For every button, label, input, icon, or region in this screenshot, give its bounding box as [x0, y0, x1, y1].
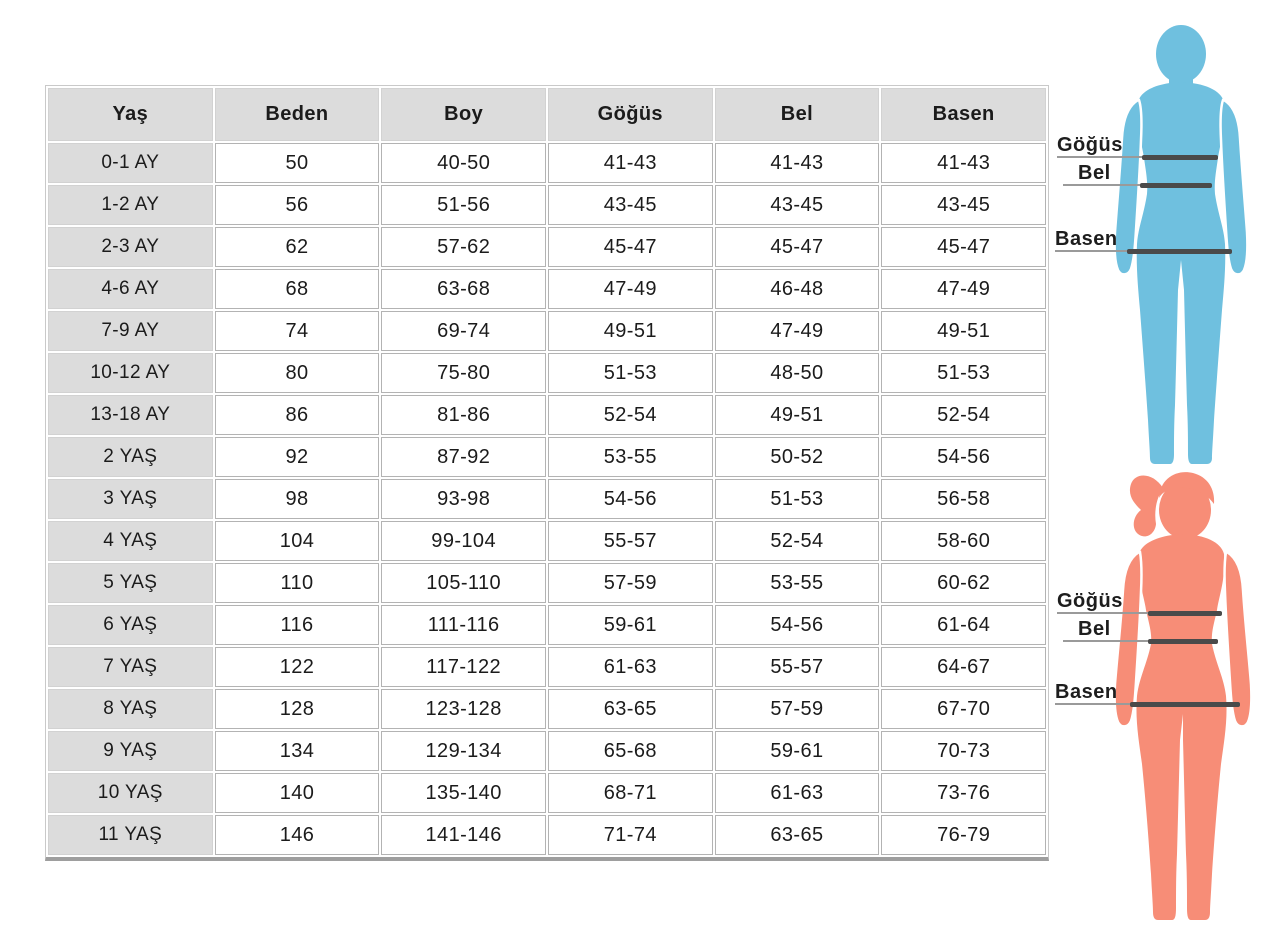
table-cell: 5 YAŞ	[48, 563, 213, 603]
table-cell: 61-63	[548, 647, 713, 687]
table-cell: 46-48	[715, 269, 880, 309]
table-cell: 70-73	[881, 731, 1046, 771]
table-cell: 65-68	[548, 731, 713, 771]
table-cell: 86	[215, 395, 380, 435]
column-header: Yaş	[48, 88, 213, 141]
column-header: Bel	[715, 88, 880, 141]
table-cell: 81-86	[381, 395, 546, 435]
table-cell: 11 YAŞ	[48, 815, 213, 855]
table-row	[48, 563, 1046, 603]
table-body	[48, 143, 1046, 855]
table-cell: 51-53	[548, 353, 713, 393]
table-row	[48, 227, 1046, 267]
table-cell: 67-70	[881, 689, 1046, 729]
table-cell: 52-54	[881, 395, 1046, 435]
table-cell: 45-47	[548, 227, 713, 267]
table-cell: 3 YAŞ	[48, 479, 213, 519]
table-cell: 10 YAŞ	[48, 773, 213, 813]
table-cell: 51-53	[881, 353, 1046, 393]
column-header: Göğüs	[548, 88, 713, 141]
girl-chest-label: Göğüs	[1057, 590, 1123, 612]
table-cell: 51-53	[715, 479, 880, 519]
table-cell: 50	[215, 143, 380, 183]
table-row	[48, 185, 1046, 225]
table-cell: 49-51	[548, 311, 713, 351]
table-cell: 61-63	[715, 773, 880, 813]
table-cell: 128	[215, 689, 380, 729]
girl-chest-measure	[1057, 586, 1222, 614]
table-row	[48, 353, 1046, 393]
table-row	[48, 311, 1046, 351]
table-cell: 6 YAŞ	[48, 605, 213, 645]
table-cell: 41-43	[715, 143, 880, 183]
girl-waist-label: Bel	[1078, 618, 1111, 640]
size-chart-table	[45, 85, 1049, 861]
table-row	[48, 689, 1046, 729]
table-cell: 87-92	[381, 437, 546, 477]
table-cell: 98	[215, 479, 380, 519]
table-cell: 43-45	[715, 185, 880, 225]
table-cell: 41-43	[548, 143, 713, 183]
boy-chest-measure	[1057, 130, 1218, 158]
boy-chest-label: Göğüs	[1057, 134, 1123, 156]
table-cell: 61-64	[881, 605, 1046, 645]
table-cell: 48-50	[715, 353, 880, 393]
table-cell: 73-76	[881, 773, 1046, 813]
girl-hip-measure	[1055, 677, 1240, 705]
table-cell: 55-57	[715, 647, 880, 687]
boy-waist-measure	[1063, 158, 1212, 186]
table-cell: 50-52	[715, 437, 880, 477]
table-header-row	[48, 88, 1046, 141]
table-cell: 9 YAŞ	[48, 731, 213, 771]
table-cell: 63-68	[381, 269, 546, 309]
table-row	[48, 647, 1046, 687]
table-cell: 135-140	[381, 773, 546, 813]
table-cell: 7 YAŞ	[48, 647, 213, 687]
table-row	[48, 395, 1046, 435]
table-cell: 63-65	[548, 689, 713, 729]
table-cell: 99-104	[381, 521, 546, 561]
table-cell: 47-49	[715, 311, 880, 351]
table-cell: 43-45	[881, 185, 1046, 225]
boy-hip-measure	[1055, 224, 1232, 252]
table-cell: 56	[215, 185, 380, 225]
table-row	[48, 479, 1046, 519]
table-cell: 54-56	[548, 479, 713, 519]
table-cell: 122	[215, 647, 380, 687]
column-header: Boy	[381, 88, 546, 141]
table-cell: 55-57	[548, 521, 713, 561]
table-cell: 74	[215, 311, 380, 351]
table-cell: 110	[215, 563, 380, 603]
table-cell: 45-47	[881, 227, 1046, 267]
table-cell: 40-50	[381, 143, 546, 183]
table-cell: 10-12 AY	[48, 353, 213, 393]
table-cell: 0-1 AY	[48, 143, 213, 183]
table-cell: 105-110	[381, 563, 546, 603]
table-cell: 8 YAŞ	[48, 689, 213, 729]
table-cell: 111-116	[381, 605, 546, 645]
table-cell: 53-55	[715, 563, 880, 603]
table-cell: 76-79	[881, 815, 1046, 855]
table-cell: 57-62	[381, 227, 546, 267]
table-cell: 116	[215, 605, 380, 645]
table-cell: 59-61	[548, 605, 713, 645]
table-cell: 71-74	[548, 815, 713, 855]
table-cell: 62	[215, 227, 380, 267]
column-header: Basen	[881, 88, 1046, 141]
table-cell: 60-62	[881, 563, 1046, 603]
table-cell: 59-61	[715, 731, 880, 771]
table-cell: 56-58	[881, 479, 1046, 519]
table-cell: 43-45	[548, 185, 713, 225]
boy-waist-line	[1140, 183, 1212, 188]
table-cell: 47-49	[881, 269, 1046, 309]
table-cell: 41-43	[881, 143, 1046, 183]
boy-waist-label: Bel	[1078, 162, 1111, 184]
table-cell: 1-2 AY	[48, 185, 213, 225]
table-cell: 2 YAŞ	[48, 437, 213, 477]
table-cell: 104	[215, 521, 380, 561]
table-row	[48, 143, 1046, 183]
table-cell: 64-67	[881, 647, 1046, 687]
table-cell: 57-59	[715, 689, 880, 729]
table-row	[48, 437, 1046, 477]
table-cell: 75-80	[381, 353, 546, 393]
table-cell: 45-47	[715, 227, 880, 267]
table-cell: 54-56	[881, 437, 1046, 477]
boy-hip-line	[1127, 249, 1232, 254]
girl-waist-measure	[1063, 614, 1218, 642]
table-cell: 123-128	[381, 689, 546, 729]
table-cell: 129-134	[381, 731, 546, 771]
table-cell: 49-51	[881, 311, 1046, 351]
table-row	[48, 269, 1046, 309]
table-cell: 63-65	[715, 815, 880, 855]
girl-hip-label: Basen	[1055, 681, 1118, 703]
girl-waist-line	[1148, 639, 1218, 644]
table-cell: 117-122	[381, 647, 546, 687]
table-cell: 53-55	[548, 437, 713, 477]
column-header: Beden	[215, 88, 380, 141]
table-cell: 134	[215, 731, 380, 771]
table-cell: 4 YAŞ	[48, 521, 213, 561]
table-cell: 51-56	[381, 185, 546, 225]
table-cell: 146	[215, 815, 380, 855]
table-cell: 80	[215, 353, 380, 393]
table-cell: 7-9 AY	[48, 311, 213, 351]
table-cell: 2-3 AY	[48, 227, 213, 267]
table-cell: 141-146	[381, 815, 546, 855]
table-cell: 47-49	[548, 269, 713, 309]
table-row	[48, 815, 1046, 855]
table-cell: 92	[215, 437, 380, 477]
table-cell: 93-98	[381, 479, 546, 519]
table-row	[48, 521, 1046, 561]
table-cell: 52-54	[715, 521, 880, 561]
table-cell: 68	[215, 269, 380, 309]
table-row	[48, 773, 1046, 813]
table-cell: 140	[215, 773, 380, 813]
table-cell: 4-6 AY	[48, 269, 213, 309]
table-cell: 13-18 AY	[48, 395, 213, 435]
table-head	[48, 88, 1046, 141]
girl-hip-line	[1130, 702, 1240, 707]
boy-hip-label: Basen	[1055, 228, 1118, 250]
table-cell: 68-71	[548, 773, 713, 813]
table-row	[48, 731, 1046, 771]
table-cell: 58-60	[881, 521, 1046, 561]
table-row	[48, 605, 1046, 645]
table-cell: 69-74	[381, 311, 546, 351]
table-cell: 57-59	[548, 563, 713, 603]
table-cell: 52-54	[548, 395, 713, 435]
table-cell: 54-56	[715, 605, 880, 645]
table-cell: 49-51	[715, 395, 880, 435]
